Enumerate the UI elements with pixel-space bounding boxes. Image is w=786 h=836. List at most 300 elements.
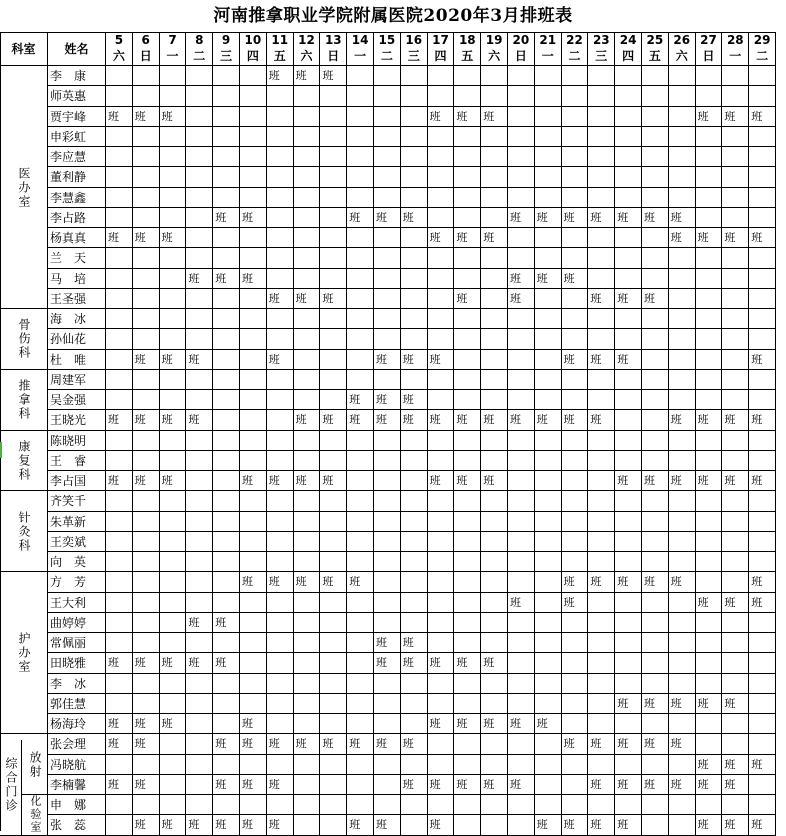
shift-cell[interactable]: [213, 694, 240, 714]
shift-cell[interactable]: [481, 147, 508, 167]
shift-cell[interactable]: [722, 633, 749, 653]
shift-cell[interactable]: [320, 370, 347, 390]
shift-cell[interactable]: [240, 86, 267, 106]
shift-cell[interactable]: 班: [160, 228, 187, 248]
shift-cell[interactable]: [722, 613, 749, 633]
shift-cell[interactable]: [133, 674, 160, 694]
shift-cell[interactable]: [749, 390, 776, 410]
shift-cell[interactable]: 班: [481, 775, 508, 795]
shift-cell[interactable]: [294, 228, 321, 248]
shift-cell[interactable]: [213, 127, 240, 147]
shift-cell[interactable]: [481, 167, 508, 187]
staff-name[interactable]: 马 培: [48, 269, 106, 289]
shift-cell[interactable]: 班: [428, 228, 455, 248]
shift-cell[interactable]: [508, 451, 535, 471]
shift-cell[interactable]: [133, 147, 160, 167]
shift-cell[interactable]: [428, 167, 455, 187]
shift-cell[interactable]: [454, 370, 481, 390]
shift-cell[interactable]: [454, 734, 481, 754]
shift-cell[interactable]: [133, 329, 160, 349]
shift-cell[interactable]: [749, 633, 776, 653]
shift-cell[interactable]: [696, 390, 723, 410]
shift-cell[interactable]: 班: [562, 410, 589, 430]
shift-cell[interactable]: 班: [240, 269, 267, 289]
shift-cell[interactable]: [160, 167, 187, 187]
shift-cell[interactable]: [374, 512, 401, 532]
shift-cell[interactable]: 班: [133, 350, 160, 370]
shift-cell[interactable]: [374, 107, 401, 127]
shift-cell[interactable]: [347, 248, 374, 268]
shift-cell[interactable]: [320, 350, 347, 370]
shift-cell[interactable]: [320, 329, 347, 349]
shift-cell[interactable]: [642, 451, 669, 471]
shift-cell[interactable]: [749, 694, 776, 714]
shift-cell[interactable]: [508, 613, 535, 633]
shift-cell[interactable]: [642, 795, 669, 815]
shift-cell[interactable]: [240, 512, 267, 532]
shift-cell[interactable]: [669, 309, 696, 329]
shift-cell[interactable]: [267, 795, 294, 815]
shift-cell[interactable]: [401, 451, 428, 471]
shift-cell[interactable]: [320, 613, 347, 633]
dept-cell[interactable]: [0, 370, 48, 431]
shift-cell[interactable]: 班: [508, 208, 535, 228]
shift-cell[interactable]: 班: [347, 734, 374, 754]
shift-cell[interactable]: 班: [508, 289, 535, 309]
shift-cell[interactable]: 班: [454, 228, 481, 248]
shift-cell[interactable]: 班: [642, 289, 669, 309]
shift-cell[interactable]: [669, 390, 696, 410]
shift-cell[interactable]: [320, 167, 347, 187]
shift-cell[interactable]: 班: [294, 289, 321, 309]
shift-cell[interactable]: 班: [186, 815, 213, 835]
shift-cell[interactable]: [696, 572, 723, 592]
shift-cell[interactable]: 班: [267, 572, 294, 592]
shift-cell[interactable]: [454, 674, 481, 694]
day-header[interactable]: [401, 32, 428, 66]
shift-cell[interactable]: [669, 815, 696, 835]
shift-cell[interactable]: [508, 633, 535, 653]
shift-cell[interactable]: [749, 795, 776, 815]
shift-cell[interactable]: [160, 370, 187, 390]
shift-cell[interactable]: 班: [374, 734, 401, 754]
shift-cell[interactable]: [615, 512, 642, 532]
staff-name[interactable]: 李 冰: [48, 674, 106, 694]
shift-cell[interactable]: [267, 451, 294, 471]
shift-cell[interactable]: [347, 370, 374, 390]
shift-cell[interactable]: 班: [508, 714, 535, 734]
shift-cell[interactable]: [481, 370, 508, 390]
shift-cell[interactable]: 班: [722, 775, 749, 795]
shift-cell[interactable]: 班: [347, 815, 374, 835]
shift-cell[interactable]: 班: [615, 471, 642, 491]
shift-cell[interactable]: [588, 451, 615, 471]
shift-cell[interactable]: [401, 147, 428, 167]
shift-cell[interactable]: [615, 167, 642, 187]
staff-name[interactable]: 王 睿: [48, 451, 106, 471]
staff-name[interactable]: 田晓雅: [48, 653, 106, 673]
shift-cell[interactable]: 班: [588, 734, 615, 754]
shift-cell[interactable]: [428, 613, 455, 633]
shift-cell[interactable]: [160, 512, 187, 532]
shift-cell[interactable]: 班: [213, 815, 240, 835]
shift-cell[interactable]: [374, 491, 401, 511]
shift-cell[interactable]: [374, 451, 401, 471]
shift-cell[interactable]: [615, 329, 642, 349]
shift-cell[interactable]: 班: [347, 390, 374, 410]
shift-cell[interactable]: [722, 208, 749, 228]
shift-cell[interactable]: [106, 491, 133, 511]
shift-cell[interactable]: [696, 370, 723, 390]
shift-cell[interactable]: [588, 633, 615, 653]
shift-cell[interactable]: [347, 633, 374, 653]
shift-cell[interactable]: [294, 593, 321, 613]
shift-cell[interactable]: 班: [294, 66, 321, 86]
shift-cell[interactable]: 班: [401, 410, 428, 430]
shift-cell[interactable]: [696, 269, 723, 289]
shift-cell[interactable]: [347, 471, 374, 491]
shift-cell[interactable]: 班: [749, 471, 776, 491]
staff-name[interactable]: 杜 唯: [48, 350, 106, 370]
shift-cell[interactable]: [428, 147, 455, 167]
shift-cell[interactable]: [186, 147, 213, 167]
shift-cell[interactable]: 班: [722, 593, 749, 613]
shift-cell[interactable]: [722, 552, 749, 572]
shift-cell[interactable]: [428, 755, 455, 775]
staff-name[interactable]: 李应慧: [48, 147, 106, 167]
shift-cell[interactable]: [240, 167, 267, 187]
shift-cell[interactable]: [374, 755, 401, 775]
shift-cell[interactable]: [749, 734, 776, 754]
shift-cell[interactable]: [749, 147, 776, 167]
shift-cell[interactable]: [133, 248, 160, 268]
staff-name[interactable]: 王大利: [48, 593, 106, 613]
shift-cell[interactable]: [347, 674, 374, 694]
shift-cell[interactable]: [454, 350, 481, 370]
dept-cell[interactable]: [0, 309, 48, 370]
shift-cell[interactable]: [347, 552, 374, 572]
shift-cell[interactable]: [722, 390, 749, 410]
shift-cell[interactable]: [160, 694, 187, 714]
shift-cell[interactable]: [454, 572, 481, 592]
shift-cell[interactable]: [481, 127, 508, 147]
shift-cell[interactable]: [696, 674, 723, 694]
shift-cell[interactable]: [669, 107, 696, 127]
shift-cell[interactable]: [669, 795, 696, 815]
shift-cell[interactable]: [481, 451, 508, 471]
shift-cell[interactable]: [160, 431, 187, 451]
shift-cell[interactable]: 班: [749, 815, 776, 835]
shift-cell[interactable]: [401, 532, 428, 552]
shift-cell[interactable]: [106, 512, 133, 532]
shift-cell[interactable]: [294, 532, 321, 552]
shift-cell[interactable]: 班: [240, 714, 267, 734]
shift-cell[interactable]: [481, 350, 508, 370]
shift-cell[interactable]: [722, 127, 749, 147]
shift-cell[interactable]: [615, 714, 642, 734]
shift-cell[interactable]: [133, 512, 160, 532]
shift-cell[interactable]: [320, 815, 347, 835]
shift-cell[interactable]: [160, 775, 187, 795]
shift-cell[interactable]: [320, 532, 347, 552]
shift-cell[interactable]: 班: [696, 694, 723, 714]
shift-cell[interactable]: [374, 248, 401, 268]
shift-cell[interactable]: [696, 633, 723, 653]
shift-cell[interactable]: [615, 674, 642, 694]
shift-cell[interactable]: 班: [535, 208, 562, 228]
shift-cell[interactable]: [642, 350, 669, 370]
shift-cell[interactable]: [722, 86, 749, 106]
shift-cell[interactable]: 班: [374, 208, 401, 228]
shift-cell[interactable]: [481, 613, 508, 633]
shift-cell[interactable]: [374, 775, 401, 795]
shift-cell[interactable]: [454, 451, 481, 471]
shift-cell[interactable]: 班: [669, 694, 696, 714]
shift-cell[interactable]: 班: [749, 107, 776, 127]
shift-cell[interactable]: [535, 188, 562, 208]
shift-cell[interactable]: [213, 167, 240, 187]
staff-name[interactable]: 张会理: [48, 734, 106, 754]
shift-cell[interactable]: [267, 370, 294, 390]
staff-name[interactable]: 贾宇峰: [48, 107, 106, 127]
shift-cell[interactable]: [240, 289, 267, 309]
shift-cell[interactable]: 班: [401, 208, 428, 228]
staff-name[interactable]: 周建军: [48, 370, 106, 390]
shift-cell[interactable]: [588, 329, 615, 349]
shift-cell[interactable]: [481, 309, 508, 329]
shift-cell[interactable]: [508, 572, 535, 592]
shift-cell[interactable]: [267, 147, 294, 167]
shift-cell[interactable]: [669, 491, 696, 511]
shift-cell[interactable]: [749, 674, 776, 694]
staff-name[interactable]: 师英惠: [48, 86, 106, 106]
shift-cell[interactable]: [186, 755, 213, 775]
shift-cell[interactable]: [213, 714, 240, 734]
shift-cell[interactable]: [374, 329, 401, 349]
shift-cell[interactable]: [535, 552, 562, 572]
shift-cell[interactable]: 班: [294, 734, 321, 754]
shift-cell[interactable]: [749, 86, 776, 106]
shift-cell[interactable]: [267, 248, 294, 268]
shift-cell[interactable]: [481, 795, 508, 815]
shift-cell[interactable]: [294, 370, 321, 390]
shift-cell[interactable]: [722, 451, 749, 471]
shift-cell[interactable]: [481, 532, 508, 552]
shift-cell[interactable]: [722, 491, 749, 511]
shift-cell[interactable]: [401, 815, 428, 835]
shift-cell[interactable]: [320, 755, 347, 775]
shift-cell[interactable]: [106, 572, 133, 592]
shift-cell[interactable]: [508, 167, 535, 187]
shift-cell[interactable]: 班: [267, 471, 294, 491]
shift-cell[interactable]: [133, 289, 160, 309]
shift-cell[interactable]: [562, 795, 589, 815]
shift-cell[interactable]: 班: [106, 107, 133, 127]
shift-cell[interactable]: [213, 451, 240, 471]
shift-cell[interactable]: 班: [508, 269, 535, 289]
shift-cell[interactable]: [481, 66, 508, 86]
shift-cell[interactable]: [669, 431, 696, 451]
shift-cell[interactable]: [347, 532, 374, 552]
shift-cell[interactable]: 班: [428, 471, 455, 491]
shift-cell[interactable]: [454, 795, 481, 815]
shift-cell[interactable]: 班: [749, 350, 776, 370]
shift-cell[interactable]: [186, 127, 213, 147]
shift-cell[interactable]: [294, 107, 321, 127]
shift-cell[interactable]: [642, 532, 669, 552]
shift-cell[interactable]: [669, 512, 696, 532]
shift-cell[interactable]: 班: [374, 653, 401, 673]
shift-cell[interactable]: [508, 107, 535, 127]
shift-cell[interactable]: 班: [106, 228, 133, 248]
shift-cell[interactable]: [106, 329, 133, 349]
shift-cell[interactable]: [374, 370, 401, 390]
shift-cell[interactable]: [588, 653, 615, 673]
shift-cell[interactable]: [240, 755, 267, 775]
shift-cell[interactable]: [294, 491, 321, 511]
shift-cell[interactable]: [294, 390, 321, 410]
shift-cell[interactable]: 班: [186, 613, 213, 633]
shift-cell[interactable]: [749, 188, 776, 208]
shift-cell[interactable]: [481, 694, 508, 714]
shift-cell[interactable]: [294, 208, 321, 228]
shift-cell[interactable]: [347, 167, 374, 187]
shift-cell[interactable]: [294, 269, 321, 289]
staff-name[interactable]: 张 蕊: [48, 815, 106, 835]
day-header[interactable]: [106, 32, 133, 66]
shift-cell[interactable]: [374, 593, 401, 613]
shift-cell[interactable]: [696, 309, 723, 329]
shift-cell[interactable]: [186, 552, 213, 572]
shift-cell[interactable]: [535, 147, 562, 167]
shift-cell[interactable]: [160, 329, 187, 349]
shift-cell[interactable]: [133, 795, 160, 815]
shift-cell[interactable]: 班: [454, 775, 481, 795]
shift-cell[interactable]: 班: [106, 775, 133, 795]
shift-cell[interactable]: [374, 188, 401, 208]
shift-cell[interactable]: 班: [428, 653, 455, 673]
shift-cell[interactable]: [428, 491, 455, 511]
staff-name[interactable]: 王圣强: [48, 289, 106, 309]
shift-cell[interactable]: [106, 167, 133, 187]
shift-cell[interactable]: 班: [615, 694, 642, 714]
shift-cell[interactable]: 班: [106, 471, 133, 491]
shift-cell[interactable]: [320, 269, 347, 289]
shift-cell[interactable]: [722, 653, 749, 673]
shift-cell[interactable]: [240, 491, 267, 511]
shift-cell[interactable]: 班: [320, 471, 347, 491]
shift-cell[interactable]: [320, 188, 347, 208]
shift-cell[interactable]: [186, 228, 213, 248]
shift-cell[interactable]: [696, 248, 723, 268]
shift-cell[interactable]: [669, 532, 696, 552]
shift-cell[interactable]: [213, 107, 240, 127]
shift-cell[interactable]: [240, 552, 267, 572]
day-header[interactable]: [562, 32, 589, 66]
shift-cell[interactable]: 班: [696, 228, 723, 248]
shift-cell[interactable]: [160, 66, 187, 86]
shift-cell[interactable]: [347, 653, 374, 673]
shift-cell[interactable]: [213, 471, 240, 491]
shift-cell[interactable]: [749, 269, 776, 289]
shift-cell[interactable]: [508, 694, 535, 714]
shift-cell[interactable]: [696, 795, 723, 815]
shift-cell[interactable]: [535, 633, 562, 653]
shift-cell[interactable]: 班: [562, 350, 589, 370]
shift-cell[interactable]: [213, 350, 240, 370]
shift-cell[interactable]: [722, 269, 749, 289]
shift-cell[interactable]: [642, 755, 669, 775]
shift-cell[interactable]: 班: [186, 653, 213, 673]
shift-cell[interactable]: [562, 370, 589, 390]
shift-cell[interactable]: [186, 633, 213, 653]
shift-cell[interactable]: [454, 66, 481, 86]
shift-cell[interactable]: [401, 714, 428, 734]
shift-cell[interactable]: [642, 370, 669, 390]
shift-cell[interactable]: [106, 188, 133, 208]
shift-cell[interactable]: [454, 269, 481, 289]
shift-cell[interactable]: [508, 734, 535, 754]
shift-cell[interactable]: [213, 289, 240, 309]
shift-cell[interactable]: [508, 66, 535, 86]
shift-cell[interactable]: [428, 390, 455, 410]
shift-cell[interactable]: [562, 86, 589, 106]
shift-cell[interactable]: [722, 329, 749, 349]
shift-cell[interactable]: [374, 613, 401, 633]
shift-cell[interactable]: 班: [642, 572, 669, 592]
shift-cell[interactable]: [454, 188, 481, 208]
shift-cell[interactable]: [320, 512, 347, 532]
shift-cell[interactable]: [160, 613, 187, 633]
shift-cell[interactable]: [722, 309, 749, 329]
shift-cell[interactable]: [722, 248, 749, 268]
day-header[interactable]: [320, 32, 347, 66]
shift-cell[interactable]: [374, 86, 401, 106]
shift-cell[interactable]: [722, 795, 749, 815]
shift-cell[interactable]: 班: [401, 390, 428, 410]
shift-cell[interactable]: [186, 451, 213, 471]
shift-cell[interactable]: [240, 653, 267, 673]
shift-cell[interactable]: [535, 532, 562, 552]
shift-cell[interactable]: 班: [588, 775, 615, 795]
shift-cell[interactable]: [160, 289, 187, 309]
shift-cell[interactable]: [267, 633, 294, 653]
shift-cell[interactable]: 班: [669, 572, 696, 592]
shift-cell[interactable]: [588, 512, 615, 532]
shift-cell[interactable]: 班: [669, 208, 696, 228]
shift-cell[interactable]: [722, 167, 749, 187]
shift-cell[interactable]: [213, 795, 240, 815]
shift-cell[interactable]: [213, 572, 240, 592]
shift-cell[interactable]: [106, 694, 133, 714]
shift-cell[interactable]: [294, 188, 321, 208]
shift-cell[interactable]: [615, 86, 642, 106]
shift-cell[interactable]: [347, 66, 374, 86]
staff-name[interactable]: 朱革新: [48, 512, 106, 532]
shift-cell[interactable]: [588, 370, 615, 390]
shift-cell[interactable]: [160, 188, 187, 208]
shift-cell[interactable]: [454, 593, 481, 613]
shift-cell[interactable]: [696, 714, 723, 734]
shift-cell[interactable]: [320, 694, 347, 714]
shift-cell[interactable]: 班: [320, 66, 347, 86]
shift-cell[interactable]: [588, 167, 615, 187]
shift-cell[interactable]: [374, 147, 401, 167]
shift-cell[interactable]: 班: [535, 714, 562, 734]
shift-cell[interactable]: [749, 167, 776, 187]
staff-name[interactable]: 李慧鑫: [48, 188, 106, 208]
shift-cell[interactable]: [267, 714, 294, 734]
